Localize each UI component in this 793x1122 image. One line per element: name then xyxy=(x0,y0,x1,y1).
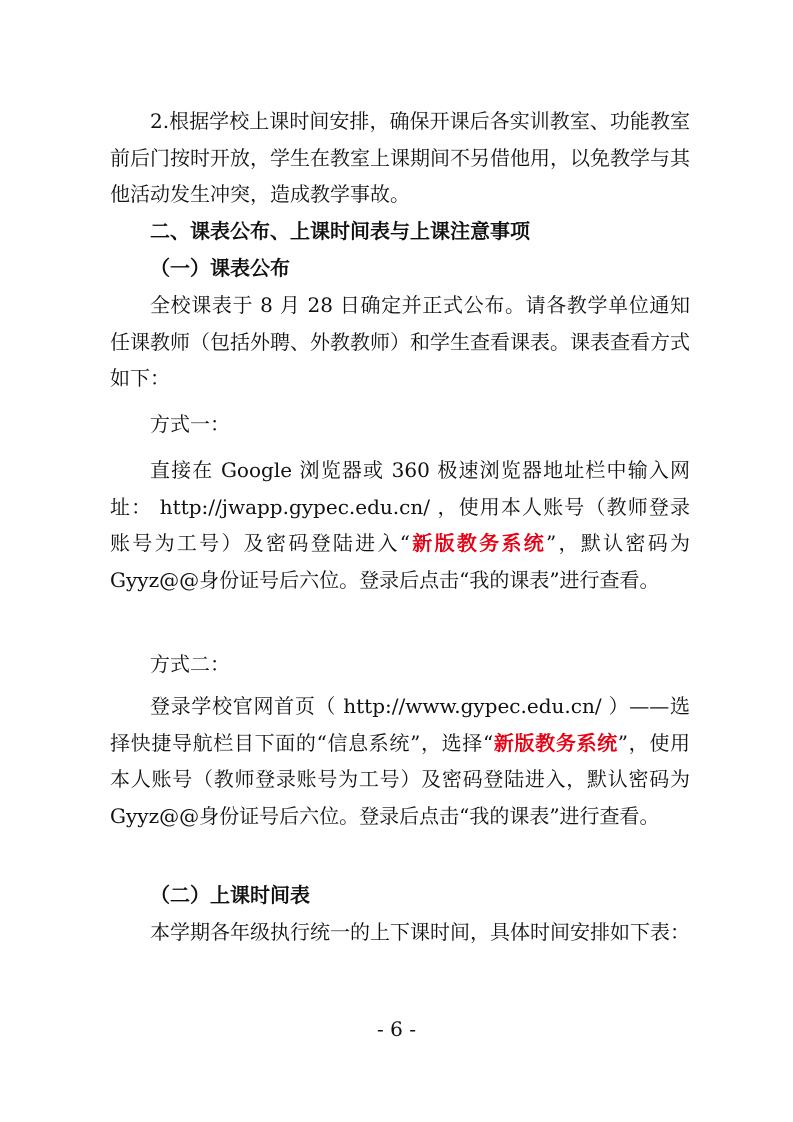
paragraph-method-one xyxy=(110,452,690,598)
new-academic-system-highlight-2: 新版教务系统 xyxy=(493,730,618,755)
method-one-text-after: ”，默认密码为 Gyyz@@身份证号后六位。登录后点击“我的课表”进行查看。 xyxy=(110,531,690,592)
new-academic-system-highlight: 新版教务系统 xyxy=(410,531,547,555)
method-two-label: 方式二： xyxy=(150,652,230,676)
subheading-timetable-publish: （一）课表公布 xyxy=(150,256,290,280)
method-one-text-before: 直接在 Google 浏览器或 360 极速浏览器地址栏中输入网址： http://jwapp.gypec.edu.cn/ ，使用本人账号（教师登录账号为工号）及密码登陆进入“ xyxy=(110,458,690,555)
method-one-label: 方式一： xyxy=(150,412,230,436)
paragraph-classroom-arrangement: 2.根据学校上课时间安排，确保开课后各实训教室、功能教室前后门按时开放，学生在教室上课期间不另借他用，以免教学与其他活动发生冲突，造成教学事故。 xyxy=(110,109,690,206)
method-two-text-before: 登录学校官网首页（ http://www.gypec.edu.cn/ ）——选择快捷导航栏目下面的“信息系统”，选择“ xyxy=(110,694,690,755)
page-number: - 6 - xyxy=(377,1017,416,1041)
method-two-text-after: ”，使用本人账号（教师登录账号为工号）及密码登陆进入，默认密码为 Gyyz@@身份证号后六位。登录后点击“我的课表”进行查看。 xyxy=(110,730,690,828)
paragraph-timetable-publish: 全校课表于 8 月 28 日确定并正式公布。请各教学单位通知任课教师（包括外聘、外教教师）和学生查看课表。课表查看方式如下： xyxy=(110,293,690,390)
section-heading-schedule: 二、课表公布、上课时间表与上课注意事项 xyxy=(150,219,530,243)
paragraph-method-two xyxy=(110,688,690,834)
paragraph-class-schedule: 本学期各年级执行统一的上下课时间，具体时间安排如下表： xyxy=(150,920,690,944)
subheading-class-schedule: （二）上课时间表 xyxy=(150,883,310,907)
